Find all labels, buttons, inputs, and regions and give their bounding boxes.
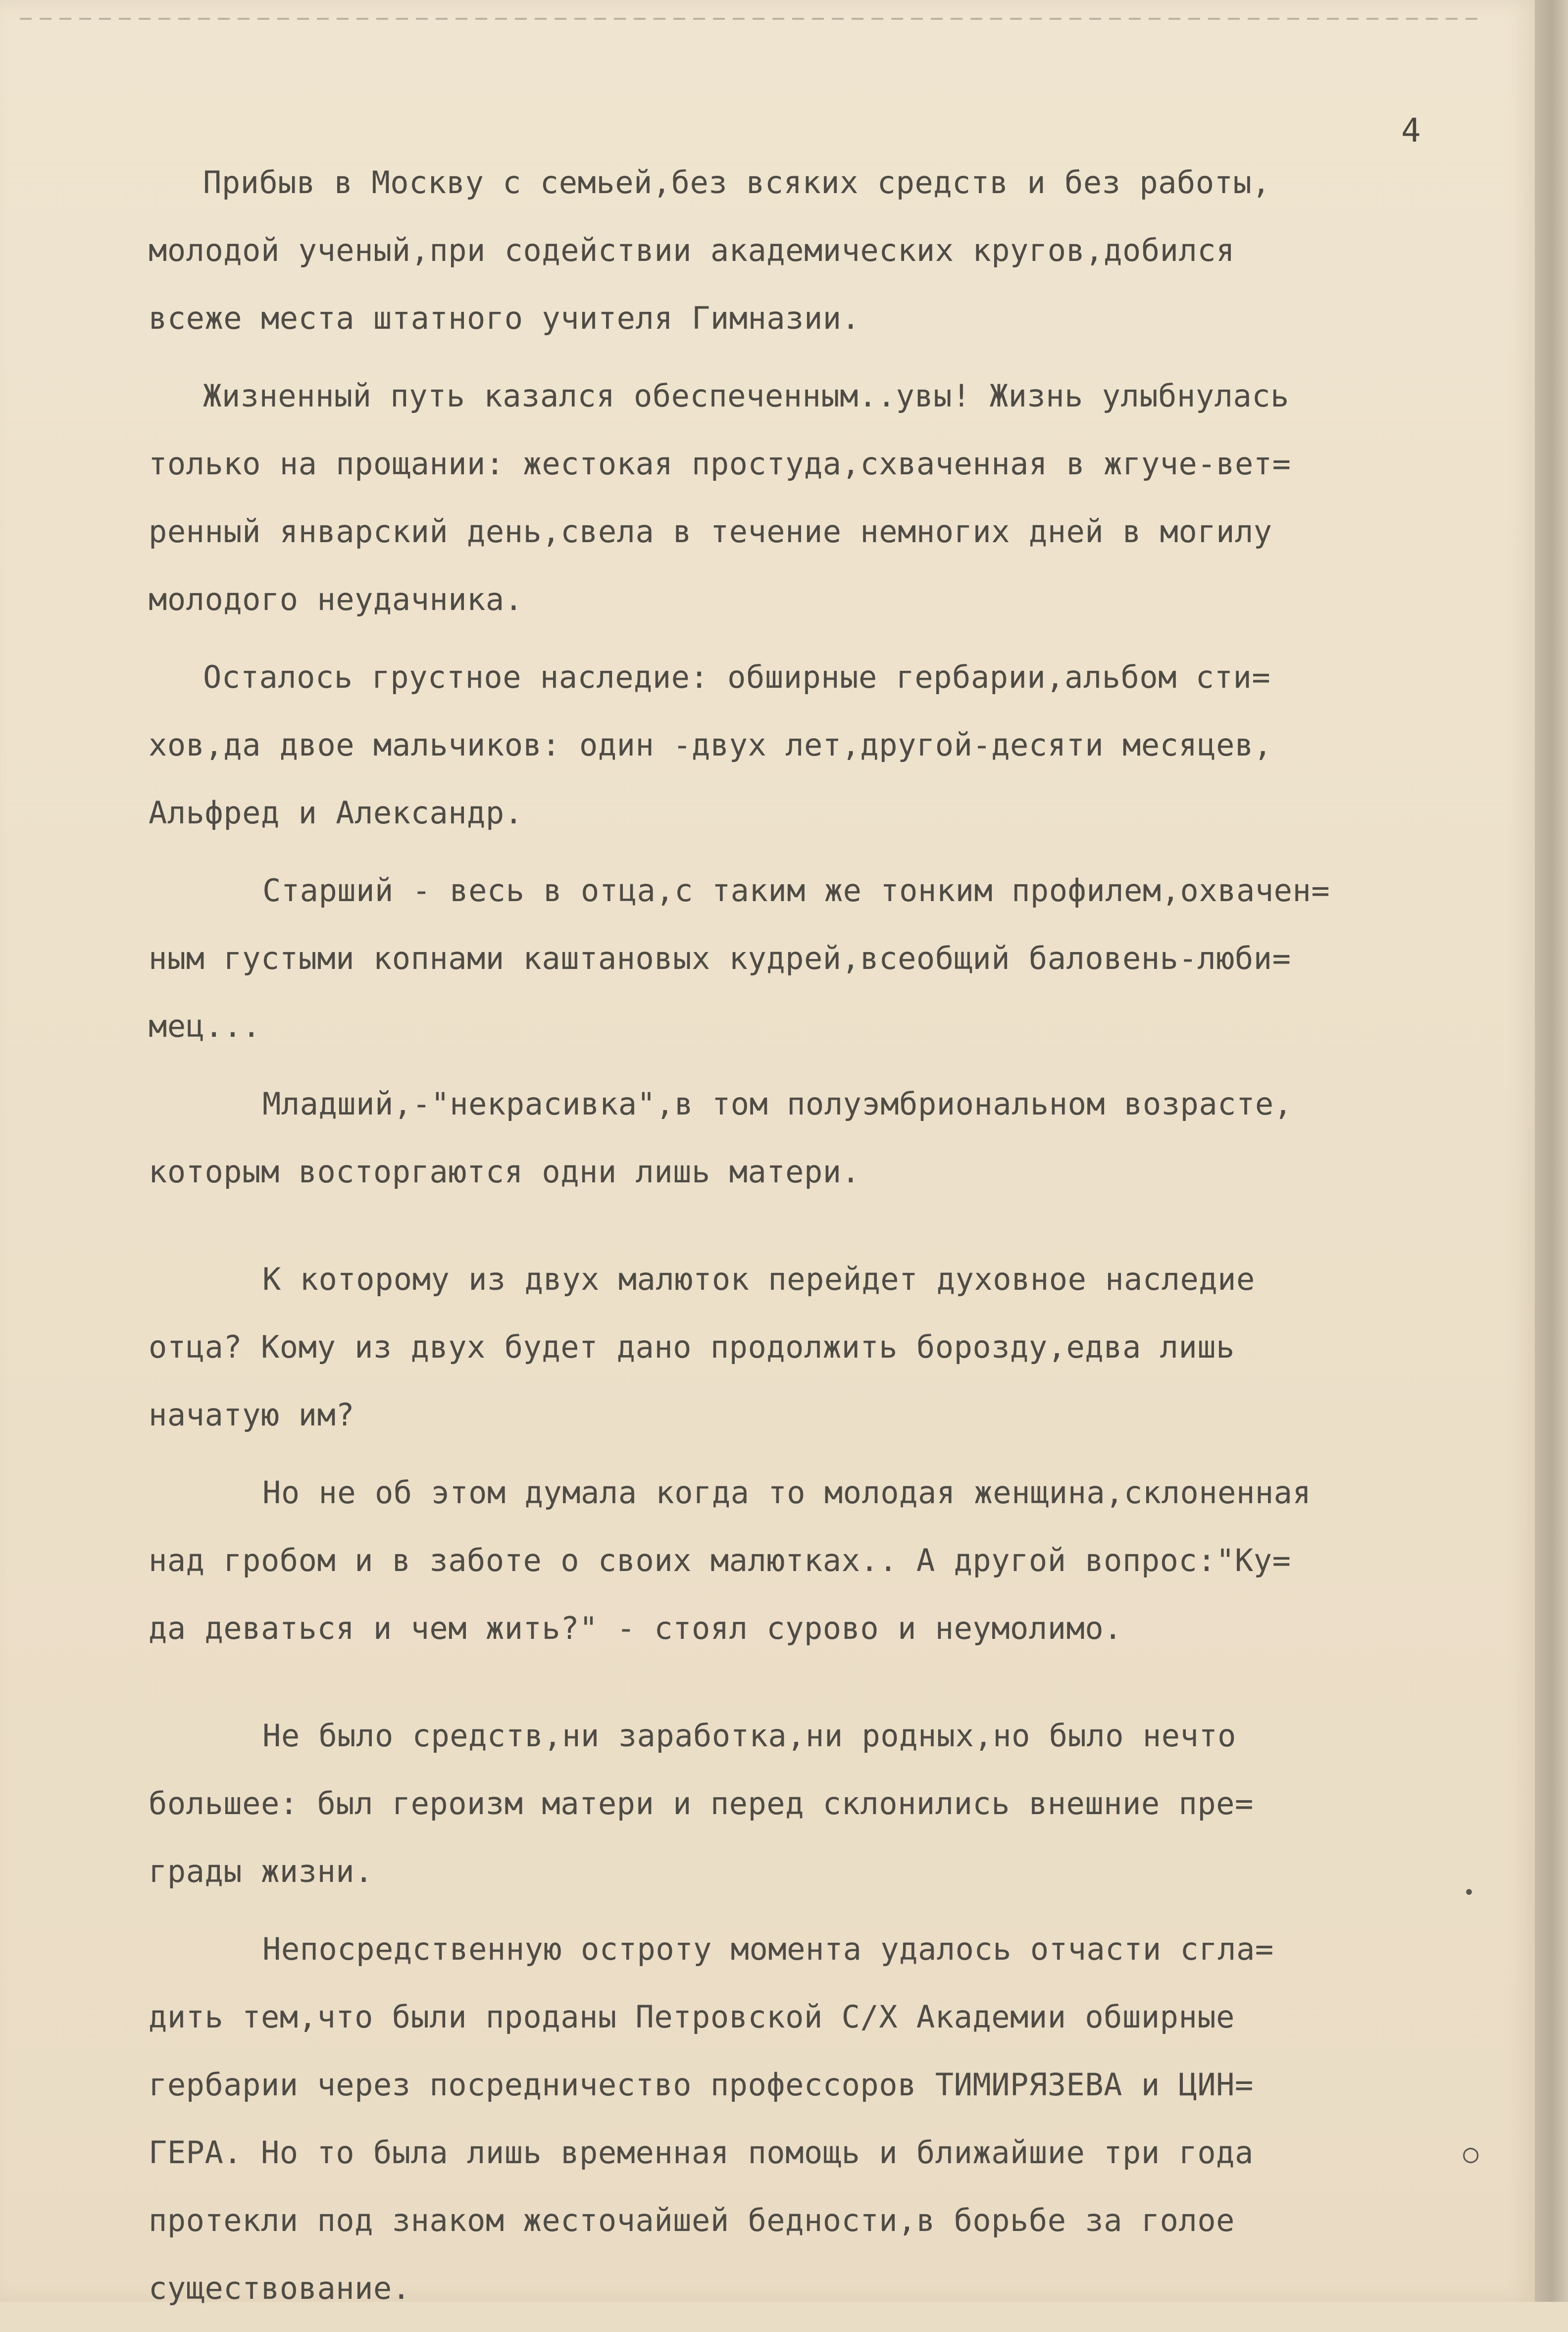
- page-number: 4: [1401, 111, 1421, 150]
- text-line: начатую им?: [149, 1397, 355, 1433]
- paragraph: [149, 857, 1485, 1060]
- text-line: К которому из двух малюток перейдет духовное наследие: [262, 1261, 1255, 1297]
- margin-mark: ○: [1463, 2139, 1479, 2169]
- text-line: существование.: [149, 2270, 411, 2306]
- text-line: мец...: [149, 1008, 261, 1044]
- text-line: хов,да двое мальчиков: один -двух лет,другой-десяти месяцев,: [149, 727, 1272, 763]
- text-line: да деваться и чем жить?" - стоял сурово и неумолимо.: [149, 1610, 1123, 1646]
- paragraph: [149, 362, 1485, 633]
- text-line: Прибыв в Москву с семьей,без всяких средств и без работы,: [203, 164, 1271, 201]
- text-line: большее: был героизм матери и перед склонились внешние пре=: [149, 1785, 1254, 1822]
- text-line: всеже места штатного учителя Гимназии.: [149, 300, 860, 336]
- text-line: отца? Кому из двух будет дано продолжить борозду,едва лишь: [149, 1329, 1235, 1365]
- text-line: дить тем,что были проданы Петровской С/Х Академии обширные: [149, 1999, 1235, 2035]
- top-rule: [20, 18, 1485, 20]
- text-line: грады жизни.: [149, 1853, 373, 1889]
- text-line: ренный январский день,свела в течение немногих дней в могилу: [149, 513, 1272, 550]
- paragraph: [149, 643, 1485, 847]
- paragraph: [149, 1070, 1485, 1206]
- text-line: Младший,-"некрасивка",в том полуэмбриональном возрасте,: [262, 1086, 1293, 1122]
- text-line: Не было средств,ни заработка,ни родных,но было нечто: [262, 1718, 1237, 1754]
- text-line: молодого неудачника.: [149, 581, 523, 617]
- text-line: Альфред и Александр.: [149, 795, 523, 831]
- text-line: Непосредственную остроту момента удалось отчасти сгла=: [262, 1931, 1274, 1967]
- paragraph: [149, 149, 1485, 352]
- margin-mark: •: [1463, 1881, 1475, 1904]
- paragraph: [149, 1245, 1485, 1449]
- page-edge: [1535, 0, 1568, 2302]
- text-line: ГЕРА. Но то была лишь временная помощь и ближайшие три года: [149, 2134, 1254, 2171]
- paragraph: [149, 1459, 1485, 1662]
- text-line: над гробом и в заботе о своих малютках.. А другой вопрос:"Ку=: [149, 1542, 1291, 1578]
- text-line: молодой ученый,при содействии академических кругов,добился: [149, 232, 1235, 268]
- text-line: Старший - весь в отца,с таким же тонким профилем,охвачен=: [262, 872, 1330, 909]
- text-line: Но не об этом думала когда то молодая женщина,склоненная: [262, 1474, 1312, 1511]
- text-line: протекли под знаком жесточайшей бедности,в борьбе за голое: [149, 2202, 1235, 2238]
- text-line: Жизненный путь казался обеспеченным..увы! Жизнь улыбнулась: [203, 378, 1289, 414]
- paragraph: [149, 1915, 1485, 2322]
- text-line: Осталось грустное наследие: обширные гербарии,альбом сти=: [203, 659, 1271, 695]
- paragraph: [149, 1702, 1485, 1905]
- text-line: гербарии через посредничество профессоров ТИМИРЯЗЕВА и ЦИН=: [149, 2067, 1254, 2103]
- typewritten-text: [149, 149, 1485, 2332]
- text-line: только на прощании: жестокая простуда,схваченная в жгуче-вет=: [149, 446, 1291, 482]
- text-line: которым восторгаются одни лишь матери.: [149, 1154, 860, 1190]
- text-line: ным густыми копнами каштановых кудрей,всеобщий баловень-люби=: [149, 940, 1291, 976]
